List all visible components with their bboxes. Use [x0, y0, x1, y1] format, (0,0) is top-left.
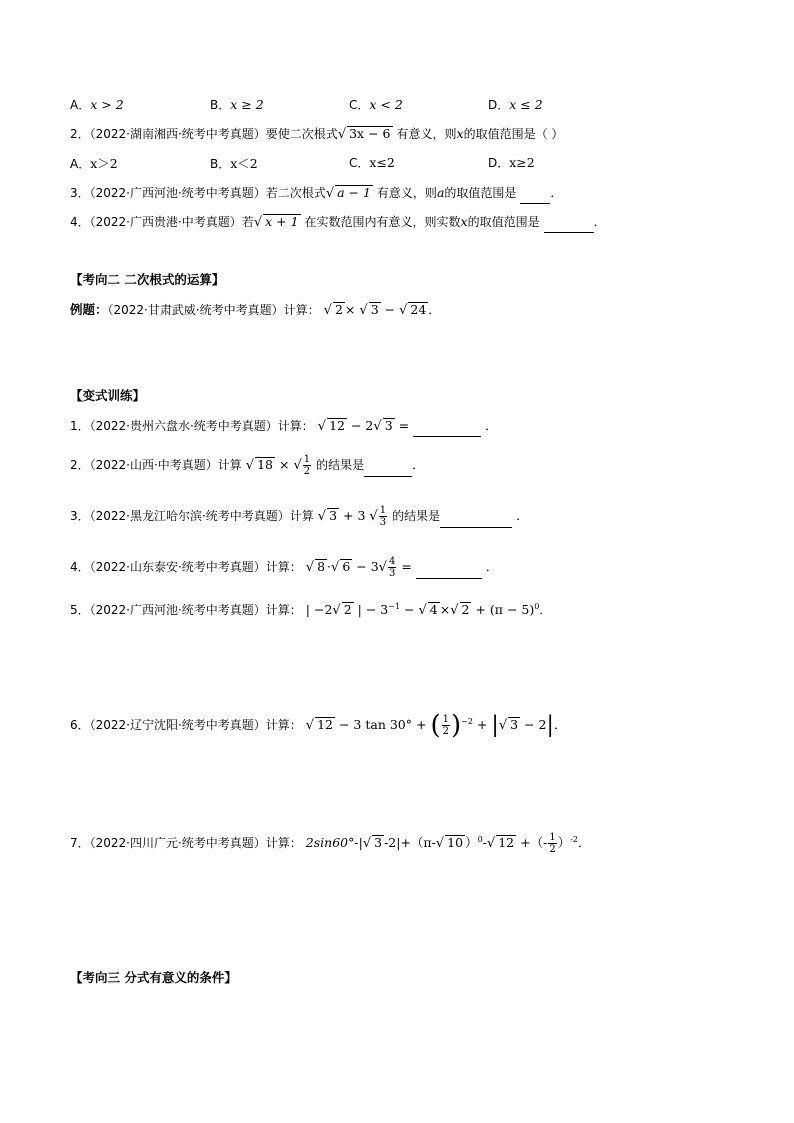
answer-blank — [416, 564, 482, 579]
q1-option-c: C．x < 2 — [349, 97, 403, 112]
question-2: 2．（2022·湖南湘西·统考中考真题）要使二次根式√ 3x − 6 有意义，则x的取值范围是（ ） — [70, 126, 564, 142]
q2-option-d: D．x≥2 — [488, 155, 535, 170]
q2-option-c: C．x≤2 — [349, 155, 395, 170]
section-heading-2: 【考向二 二次根式的运算】 — [70, 272, 225, 287]
answer-blank — [440, 513, 512, 528]
practice-5: 5．（2022·广西河池·统考中考真题）计算： | −2√ 2 | − $3^{-1}$ − √ 4 ×√ $2 + (\pi - 5)^0$． — [70, 602, 552, 619]
answer-blank — [413, 422, 481, 437]
q2-option-a: A．x＞2 — [70, 156, 118, 171]
practice-7: 7．（2022·四川广元·统考中考真题）计算： 2sin60°-|√ 3 -2|+（π-√ 10 ）$^0$-√ 12 +（- $\frac{1}{2}$ ）$^{-2}$． — [70, 832, 591, 856]
q1-option-d: D．x ≤ 2 — [488, 97, 543, 112]
answer-blank — [364, 462, 412, 477]
practice-4: 4．（2022·山东泰安·统考中考真题）计算： √ 8 ·√ 6 − 3√ $\frac{4}{3}$ = ． — [70, 556, 499, 579]
answer-blank — [520, 189, 550, 204]
q1-option-a: A．x > 2 — [70, 97, 124, 112]
q1-option-b: B．x ≥ 2 — [210, 97, 264, 112]
question-3: 3．（2022·广西河池·统考中考真题）若二次根式√ a − 1 有意义，则a的取值范围是 ． — [70, 183, 563, 204]
practice-6: 6．（2022·辽宁沈阳·统考中考真题）计算： √ 12 − 3 tan 30° + ( $\frac{1}{2}$ )$^{-2}$ + |√ 3 − 2|． — [70, 710, 567, 741]
practice-2: 2．（2022·山西·中考真题）计算 √ 18 × √ $\frac{1}{2}$ 的结果是 ． — [70, 454, 425, 477]
example-problem: 例题：（2022·甘肃武威·统考中考真题）计算： √ 2 × √ 3 − √ 24 ． — [70, 302, 441, 318]
question-4: 4．（2022·广西贵港·中考真题）若√ x + 1 在实数范围内有意义，则实数x的取值范围是 ． — [70, 212, 606, 233]
q2-option-b: B．x＜2 — [210, 156, 258, 171]
section-heading-practice: 【变式训练】 — [70, 388, 146, 403]
practice-3: 3．（2022·黑龙江哈尔滨·统考中考真题）计算 √ 3 + 3 √ $\frac{1}{3}$ 的结果是 ． — [70, 505, 529, 528]
answer-blank — [544, 218, 594, 233]
practice-1: 1．（2022·贵州六盘水·统考中考真题）计算： √ 12 − 2√ 3 = ． — [70, 416, 498, 437]
section-heading-3: 【考向三 分式有意义的条件】 — [70, 970, 237, 985]
q2-radicand: 3x − 6 — [349, 126, 391, 141]
